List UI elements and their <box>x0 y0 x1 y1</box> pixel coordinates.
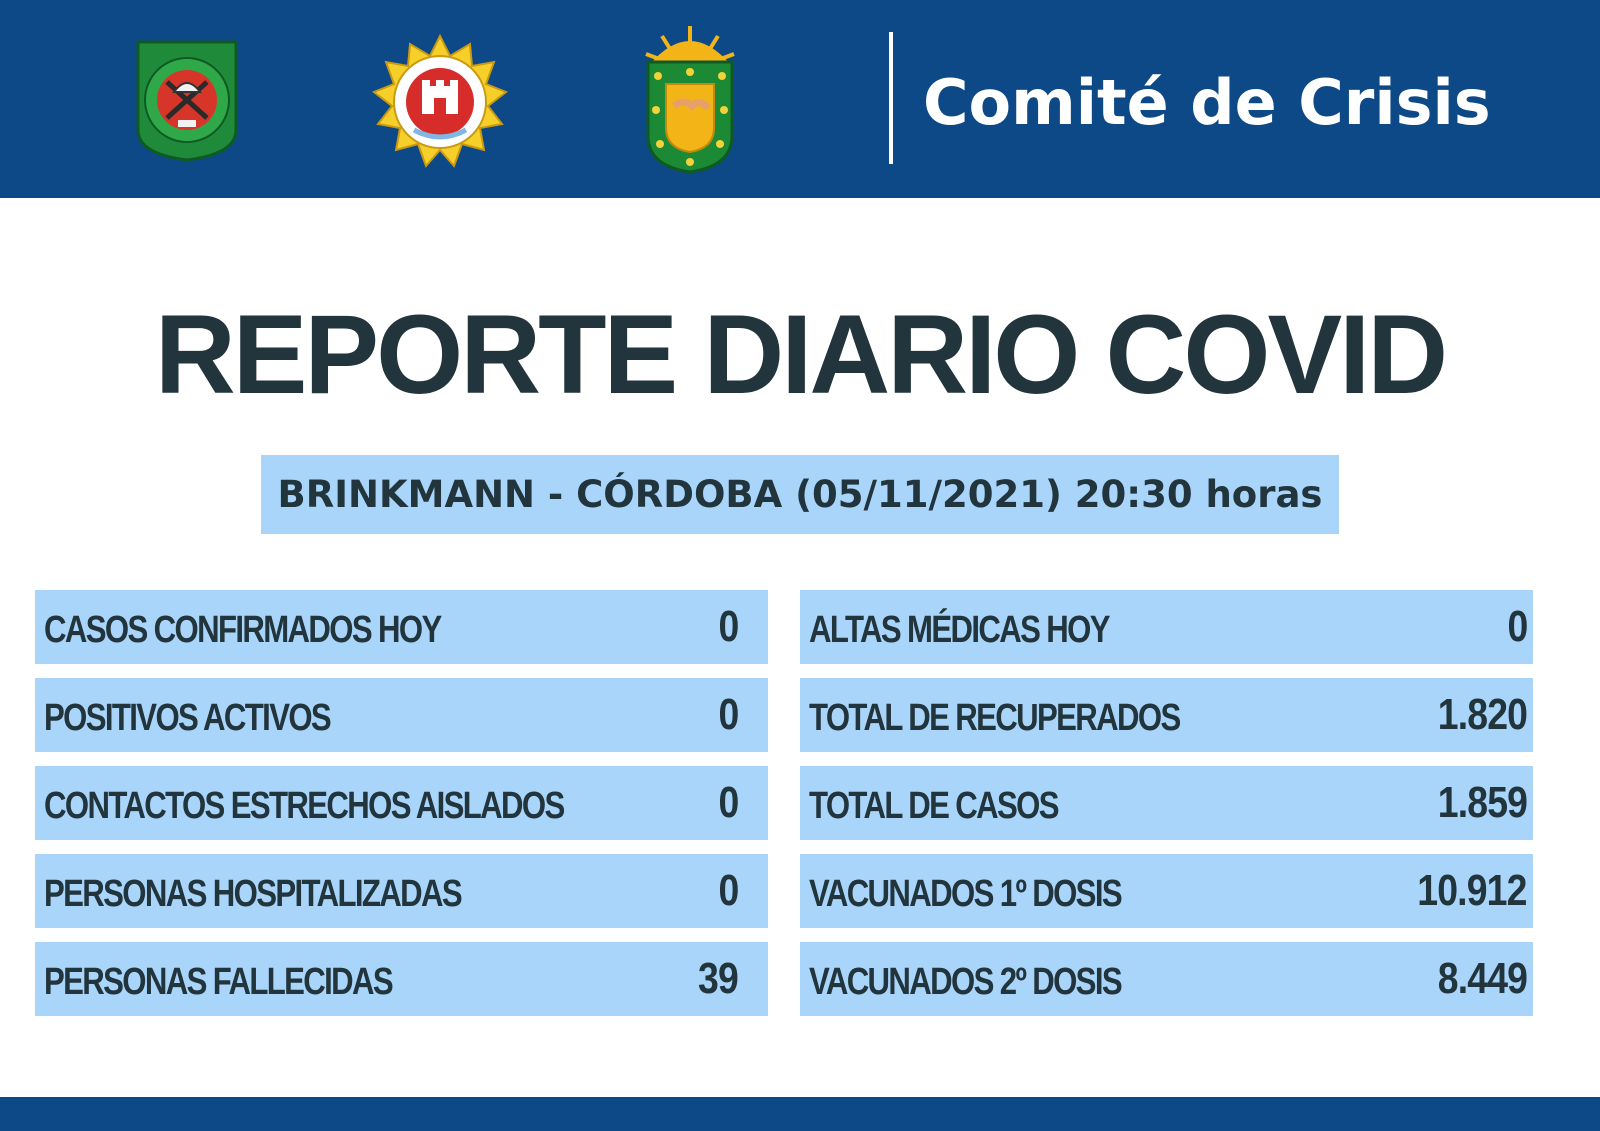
stat-value: 8.449 <box>1437 954 1527 1003</box>
stat-value: 10.912 <box>1417 866 1527 915</box>
stat-label: VACUNADOS 1º DOSIS <box>809 873 1121 915</box>
footer-bar <box>0 1097 1600 1131</box>
stat-row-personas-hospitalizadas <box>35 854 768 928</box>
header-divider <box>889 32 893 164</box>
stat-row-altas-medicas-hoy <box>800 590 1533 664</box>
stat-value: 0 <box>718 690 738 739</box>
stat-label: CASOS CONFIRMADOS HOY <box>44 609 441 651</box>
stat-label: PERSONAS FALLECIDAS <box>44 961 393 1003</box>
bomberos-voluntarios-logo <box>134 38 240 162</box>
report-title: REPORTE DIARIO COVID <box>154 292 1446 417</box>
stat-row-vacunados-1-dosis <box>800 854 1533 928</box>
stat-value: 0 <box>718 602 738 651</box>
stat-label: ALTAS MÉDICAS HOY <box>809 609 1109 651</box>
stat-label: CONTACTOS ESTRECHOS AISLADOS <box>44 785 564 827</box>
stat-label: POSITIVOS ACTIVOS <box>44 697 331 739</box>
header-bar <box>0 0 1600 198</box>
report-subtitle: BRINKMANN - CÓRDOBA (05/11/2021) 20:30 horas <box>261 455 1339 534</box>
stat-value: 0 <box>1507 602 1527 651</box>
stat-row-vacunados-2-dosis <box>800 942 1533 1016</box>
stat-label: TOTAL DE CASOS <box>809 785 1058 827</box>
stat-row-positivos-activos <box>35 678 768 752</box>
stat-label: VACUNADOS 2º DOSIS <box>809 961 1121 1003</box>
stat-row-total-recuperados <box>800 678 1533 752</box>
stat-label: PERSONAS HOSPITALIZADAS <box>44 873 462 915</box>
stat-value: 1.859 <box>1437 778 1527 827</box>
stats-right-column <box>800 590 1533 1030</box>
policia-cordoba-logo <box>372 34 508 170</box>
stat-value: 1.820 <box>1437 690 1527 739</box>
escudo-brinkmann-logo <box>640 24 740 174</box>
header-title: Comité de Crisis <box>923 66 1491 139</box>
stats-left-column <box>35 590 768 1030</box>
stat-row-contactos-estrechos <box>35 766 768 840</box>
stat-row-total-casos <box>800 766 1533 840</box>
stat-value: 39 <box>698 954 738 1003</box>
stat-row-casos-confirmados-hoy <box>35 590 768 664</box>
stat-value: 0 <box>718 866 738 915</box>
stat-value: 0 <box>718 778 738 827</box>
stat-label: TOTAL DE RECUPERADOS <box>809 697 1180 739</box>
stat-row-personas-fallecidas <box>35 942 768 1016</box>
